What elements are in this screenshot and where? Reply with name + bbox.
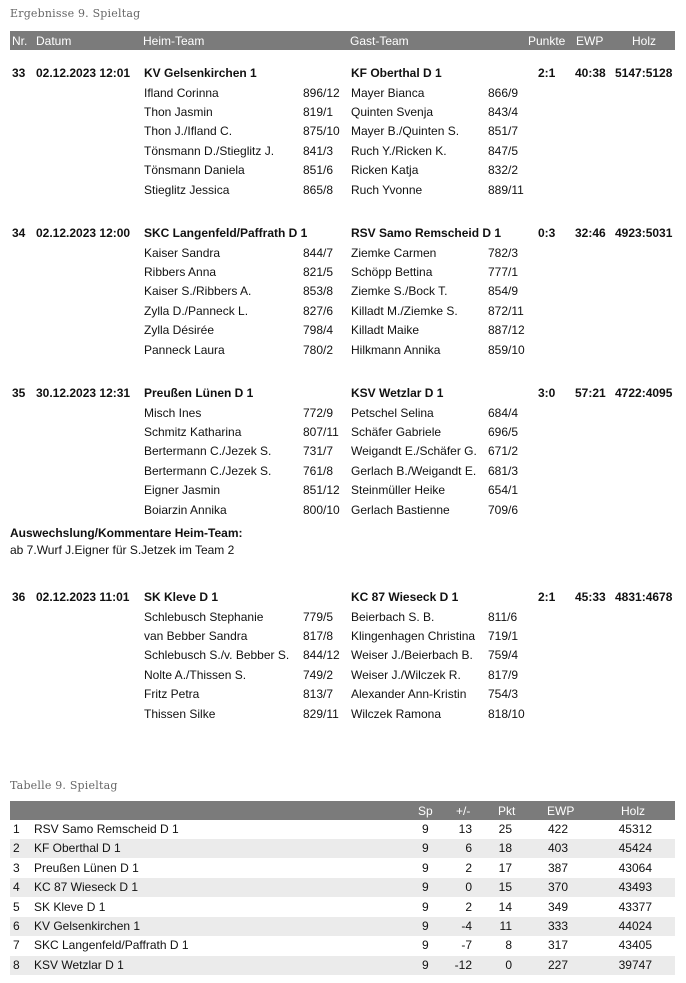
guest-score: 696/5	[488, 424, 519, 439]
guest-player: Klingenhagen Christina	[351, 628, 476, 643]
player-row	[0, 103, 686, 122]
standings-holz: 45424	[618, 841, 652, 856]
standings-holz: 39747	[618, 957, 652, 972]
comment-title: Auswechslung/Kommentare Heim-Team:	[10, 526, 243, 540]
standings-team: KF Oberthal D 1	[34, 841, 121, 856]
guest-player: Weigandt E./Schäfer G.	[351, 444, 477, 459]
standings-holz: 43377	[618, 899, 652, 914]
standings-ewp: 403	[547, 841, 568, 856]
standings-points: 25	[498, 822, 512, 836]
header-gast: Gast-Team	[350, 34, 409, 48]
home-score: 761/8	[303, 463, 334, 478]
standings-games: 9	[422, 957, 429, 972]
home-player: Fritz Petra	[144, 687, 200, 702]
home-score: 819/1	[303, 104, 334, 119]
home-player: Kaiser Sandra	[144, 245, 221, 260]
standings-rank: 8	[13, 957, 20, 972]
standings-rank: 3	[13, 860, 20, 875]
guest-player: Ziemke S./Bock T.	[351, 284, 448, 299]
standings-row	[10, 839, 675, 858]
match-points: 2:1	[538, 66, 556, 80]
match-ewp: 40:38	[575, 66, 606, 80]
match-header-row	[0, 224, 686, 243]
table-header-sp: Sp	[418, 804, 433, 818]
guest-score: 843/4	[488, 104, 519, 119]
guest-score: 889/11	[488, 182, 524, 197]
home-team: SK Kleve D 1	[144, 590, 219, 604]
home-score: 851/12	[303, 483, 340, 498]
standings-rank: 6	[13, 919, 20, 933]
home-score: 844/12	[303, 648, 340, 663]
home-score: 731/7	[303, 444, 334, 459]
match-number: 33	[12, 66, 26, 80]
header-punkte: Punkte	[528, 34, 566, 48]
player-row	[0, 442, 686, 461]
home-player: Tönsmann Daniela	[144, 163, 245, 178]
standings-points: 15	[498, 880, 512, 895]
standings-row	[10, 956, 675, 975]
results-header	[10, 31, 675, 50]
home-score: 829/11	[303, 706, 339, 721]
guest-score: 872/11	[488, 303, 524, 318]
header-ewp: EWP	[576, 34, 604, 48]
guest-player: Wilczek Ramona	[351, 706, 442, 721]
home-player: Schlebusch Stephanie	[144, 609, 264, 624]
standings-games: 9	[422, 899, 429, 914]
home-player: Nolte A./Thissen S.	[144, 667, 247, 682]
results-title: Ergebnisse 9. Spieltag	[10, 7, 141, 20]
home-score: 827/6	[303, 303, 334, 318]
standings-rank: 5	[13, 899, 20, 914]
standings-team: RSV Samo Remscheid D 1	[34, 822, 179, 836]
guest-player: Ruch Yvonne	[351, 182, 423, 197]
home-score: 817/8	[303, 628, 334, 643]
standings-row	[10, 898, 675, 917]
match-date: 02.12.2023 12:00	[36, 226, 131, 240]
standings-diff: -4	[461, 919, 472, 933]
home-score: 841/3	[303, 143, 334, 158]
match-holz: 4722:4095	[615, 386, 673, 400]
player-row	[0, 122, 686, 141]
guest-score: 811/6	[488, 609, 518, 624]
guest-player: Weiser J./Wilczek R.	[351, 667, 461, 682]
standings-ewp: 333	[547, 919, 568, 933]
player-row	[0, 666, 686, 685]
standings-rank: 4	[13, 880, 20, 895]
match-ewp: 45:33	[575, 590, 606, 604]
standings-diff: -12	[454, 957, 472, 972]
guest-score: 817/9	[488, 667, 519, 682]
header-nr: Nr.	[12, 34, 28, 48]
match-number: 35	[12, 386, 26, 400]
standings-row	[10, 878, 675, 897]
match-ewp: 57:21	[575, 386, 606, 400]
guest-score: 847/5	[488, 143, 519, 158]
standings-games: 9	[422, 822, 429, 836]
match-header-row	[0, 588, 686, 607]
home-player: Zylla D./Panneck L.	[144, 303, 249, 318]
standings-diff: 2	[465, 860, 472, 875]
player-row	[0, 404, 686, 423]
guest-team: KF Oberthal D 1	[351, 66, 442, 80]
home-player: Bertermann C./Jezek S.	[144, 463, 272, 478]
guest-player: Ziemke Carmen	[351, 245, 437, 260]
player-row	[0, 423, 686, 442]
guest-score: 866/9	[488, 85, 519, 100]
match-number: 36	[12, 590, 26, 604]
match-date: 02.12.2023 12:01	[36, 66, 131, 80]
home-score: 749/2	[303, 667, 334, 682]
standings-team: KV Gelsenkirchen 1	[34, 919, 141, 933]
home-player: Ifland Corinna	[144, 85, 219, 100]
standings-ewp: 227	[547, 957, 568, 972]
header-heim: Heim-Team	[143, 34, 205, 48]
player-row	[0, 244, 686, 263]
match-header-row	[0, 384, 686, 403]
guest-team: KSV Wetzlar D 1	[351, 386, 444, 400]
guest-player: Ruch Y./Ricken K.	[351, 143, 447, 158]
match-points: 2:1	[538, 590, 556, 604]
guest-player: Weiser J./Beierbach B.	[351, 648, 473, 663]
guest-player: Petschel Selina	[351, 405, 434, 420]
home-score: 865/8	[303, 182, 334, 197]
standings-holz: 43405	[618, 938, 652, 953]
player-row	[0, 161, 686, 180]
standings-rank: 7	[13, 938, 20, 953]
standings-diff: 0	[465, 880, 472, 895]
match-holz: 4923:5031	[615, 226, 673, 240]
guest-score: 709/6	[488, 502, 519, 517]
home-player: Zylla Désirée	[144, 323, 215, 338]
standings-holz: 44024	[618, 919, 652, 933]
player-row	[0, 481, 686, 500]
match-date: 30.12.2023 12:31	[36, 386, 131, 400]
standings-points: 0	[505, 957, 512, 972]
home-player: Schlebusch S./v. Bebber S.	[144, 648, 290, 663]
guest-player: Hilkmann Annika	[351, 342, 441, 357]
header-datum: Datum	[36, 34, 72, 48]
home-player: Stieglitz Jessica	[144, 182, 230, 197]
player-row	[0, 462, 686, 481]
standings-games: 9	[422, 938, 429, 953]
standings-diff: 2	[465, 899, 472, 914]
standings-diff: 6	[465, 841, 472, 856]
player-row	[0, 685, 686, 704]
standings-team: SKC Langenfeld/Paffrath D 1	[34, 938, 189, 953]
guest-score: 754/3	[488, 687, 519, 702]
standings-row	[10, 859, 675, 878]
home-player: Thon Jasmin	[144, 104, 213, 119]
home-score: 798/4	[303, 323, 334, 338]
player-row	[0, 627, 686, 646]
home-team: SKC Langenfeld/Paffrath D 1	[144, 226, 308, 240]
home-score: 853/8	[303, 284, 334, 299]
standings-row	[10, 917, 675, 936]
guest-player: Alexander Ann-Kristin	[351, 687, 467, 702]
guest-player: Mayer Bianca	[351, 85, 425, 100]
table-title: Tabelle 9. Spieltag	[10, 779, 118, 792]
guest-score: 887/12	[488, 323, 525, 338]
home-score: 772/9	[303, 405, 334, 420]
header-holz: Holz	[632, 34, 657, 48]
player-row	[0, 321, 686, 340]
guest-score: 671/2	[488, 444, 519, 459]
home-player: van Bebber Sandra	[144, 628, 248, 643]
match-points: 0:3	[538, 226, 556, 240]
standings-ewp: 370	[547, 880, 568, 895]
match-holz: 5147:5128	[615, 66, 673, 80]
guest-player: Gerlach B./Weigandt E.	[351, 463, 477, 478]
guest-player: Beierbach S. B.	[351, 609, 435, 624]
home-player: Eigner Jasmin	[144, 483, 221, 498]
home-score: 780/2	[303, 342, 334, 357]
standings-row	[10, 936, 675, 955]
guest-player: Mayer B./Quinten S.	[351, 124, 460, 139]
standings-row	[10, 820, 675, 839]
guest-score: 684/4	[488, 405, 519, 420]
standings-holz: 43064	[618, 860, 652, 875]
home-player: Schmitz Katharina	[144, 424, 242, 439]
match-holz: 4831:4678	[615, 590, 673, 604]
home-team: Preußen Lünen D 1	[144, 386, 254, 400]
standings-team: SK Kleve D 1	[34, 899, 106, 914]
player-row	[0, 608, 686, 627]
guest-score: 859/10	[488, 342, 525, 357]
player-row	[0, 302, 686, 321]
comment-block	[10, 526, 243, 557]
home-player: Boiarzin Annika	[144, 502, 227, 517]
guest-team: KC 87 Wieseck D 1	[351, 590, 459, 604]
guest-score: 851/7	[488, 124, 519, 139]
standings-ewp: 349	[547, 899, 568, 914]
guest-score: 818/10	[488, 706, 525, 721]
standings-games: 9	[422, 880, 429, 895]
match-header-row	[0, 64, 686, 83]
home-score: 813/7	[303, 687, 334, 702]
home-score: 896/12	[303, 85, 340, 100]
player-row	[0, 341, 686, 360]
standings-team: KC 87 Wieseck D 1	[34, 880, 139, 895]
standings-games: 9	[422, 860, 429, 875]
home-score: 851/6	[303, 163, 334, 178]
player-row	[0, 263, 686, 282]
standings-rank: 2	[13, 841, 20, 856]
standings-ewp: 422	[547, 822, 568, 836]
home-player: Bertermann C./Jezek S.	[144, 444, 272, 459]
standings-games: 9	[422, 919, 429, 933]
home-score: 800/10	[303, 502, 340, 517]
guest-player: Quinten Svenja	[351, 104, 434, 119]
table-header	[10, 801, 675, 820]
match-date: 02.12.2023 11:01	[36, 590, 130, 604]
standings-team: Preußen Lünen D 1	[34, 860, 139, 875]
home-player: Panneck Laura	[144, 342, 225, 357]
standings-ewp: 387	[547, 860, 568, 875]
guest-score: 719/1	[488, 628, 519, 643]
home-player: Kaiser S./Ribbers A.	[144, 284, 252, 299]
player-row	[0, 142, 686, 161]
guest-score: 654/1	[488, 483, 519, 498]
standings-points: 11	[499, 919, 512, 933]
home-player: Misch Ines	[144, 405, 202, 420]
standings-points: 17	[498, 860, 512, 875]
standings-diff: 13	[458, 822, 472, 836]
guest-score: 832/2	[488, 163, 519, 178]
home-score: 844/7	[303, 245, 334, 260]
table-header-diff: +/-	[456, 804, 471, 818]
table-header-holz: Holz	[621, 804, 646, 818]
guest-player: Schäfer Gabriele	[351, 424, 442, 439]
comment-text: ab 7.Wurf J.Eigner für S.Jetzek im Team 2	[10, 543, 235, 557]
table-header-ewp: EWP	[547, 804, 575, 818]
standings-games: 9	[422, 841, 429, 856]
player-row	[0, 705, 686, 724]
guest-score: 782/3	[488, 245, 519, 260]
home-player: Ribbers Anna	[144, 264, 217, 279]
player-row	[0, 282, 686, 301]
guest-player: Killadt M./Ziemke S.	[351, 303, 458, 318]
standings-holz: 45312	[618, 822, 652, 836]
standings-points: 14	[498, 899, 512, 914]
guest-score: 854/9	[488, 284, 519, 299]
standings-diff: -7	[461, 938, 472, 953]
home-score: 807/11	[303, 424, 339, 439]
standings-holz: 43493	[618, 880, 652, 895]
guest-player: Killadt Maike	[351, 323, 420, 338]
guest-player: Ricken Katja	[351, 163, 419, 178]
standings-points: 18	[498, 841, 512, 856]
match-ewp: 32:46	[575, 226, 606, 240]
guest-score: 759/4	[488, 648, 519, 663]
home-player: Thon J./Ifland C.	[144, 124, 233, 139]
standings-rank: 1	[13, 822, 20, 836]
home-team: KV Gelsenkirchen 1	[144, 66, 257, 80]
match-points: 3:0	[538, 386, 556, 400]
player-row	[0, 181, 686, 200]
guest-score: 777/1	[488, 264, 519, 279]
home-score: 779/5	[303, 609, 334, 624]
table-header-pkt: Pkt	[498, 804, 516, 818]
home-player: Thissen Silke	[144, 706, 216, 721]
standings-points: 8	[505, 938, 512, 953]
player-row	[0, 84, 686, 103]
guest-player: Schöpp Bettina	[351, 264, 433, 279]
standings-ewp: 317	[547, 938, 568, 953]
player-row	[0, 501, 686, 520]
guest-player: Gerlach Bastienne	[351, 502, 450, 517]
player-row	[0, 646, 686, 665]
standings-team: KSV Wetzlar D 1	[34, 957, 124, 972]
home-score: 875/10	[303, 124, 340, 139]
match-number: 34	[12, 226, 26, 240]
guest-team: RSV Samo Remscheid D 1	[351, 226, 502, 240]
guest-score: 681/3	[488, 463, 519, 478]
home-player: Tönsmann D./Stieglitz J.	[144, 143, 275, 158]
guest-player: Steinmüller Heike	[351, 483, 446, 498]
home-score: 821/5	[303, 264, 334, 279]
